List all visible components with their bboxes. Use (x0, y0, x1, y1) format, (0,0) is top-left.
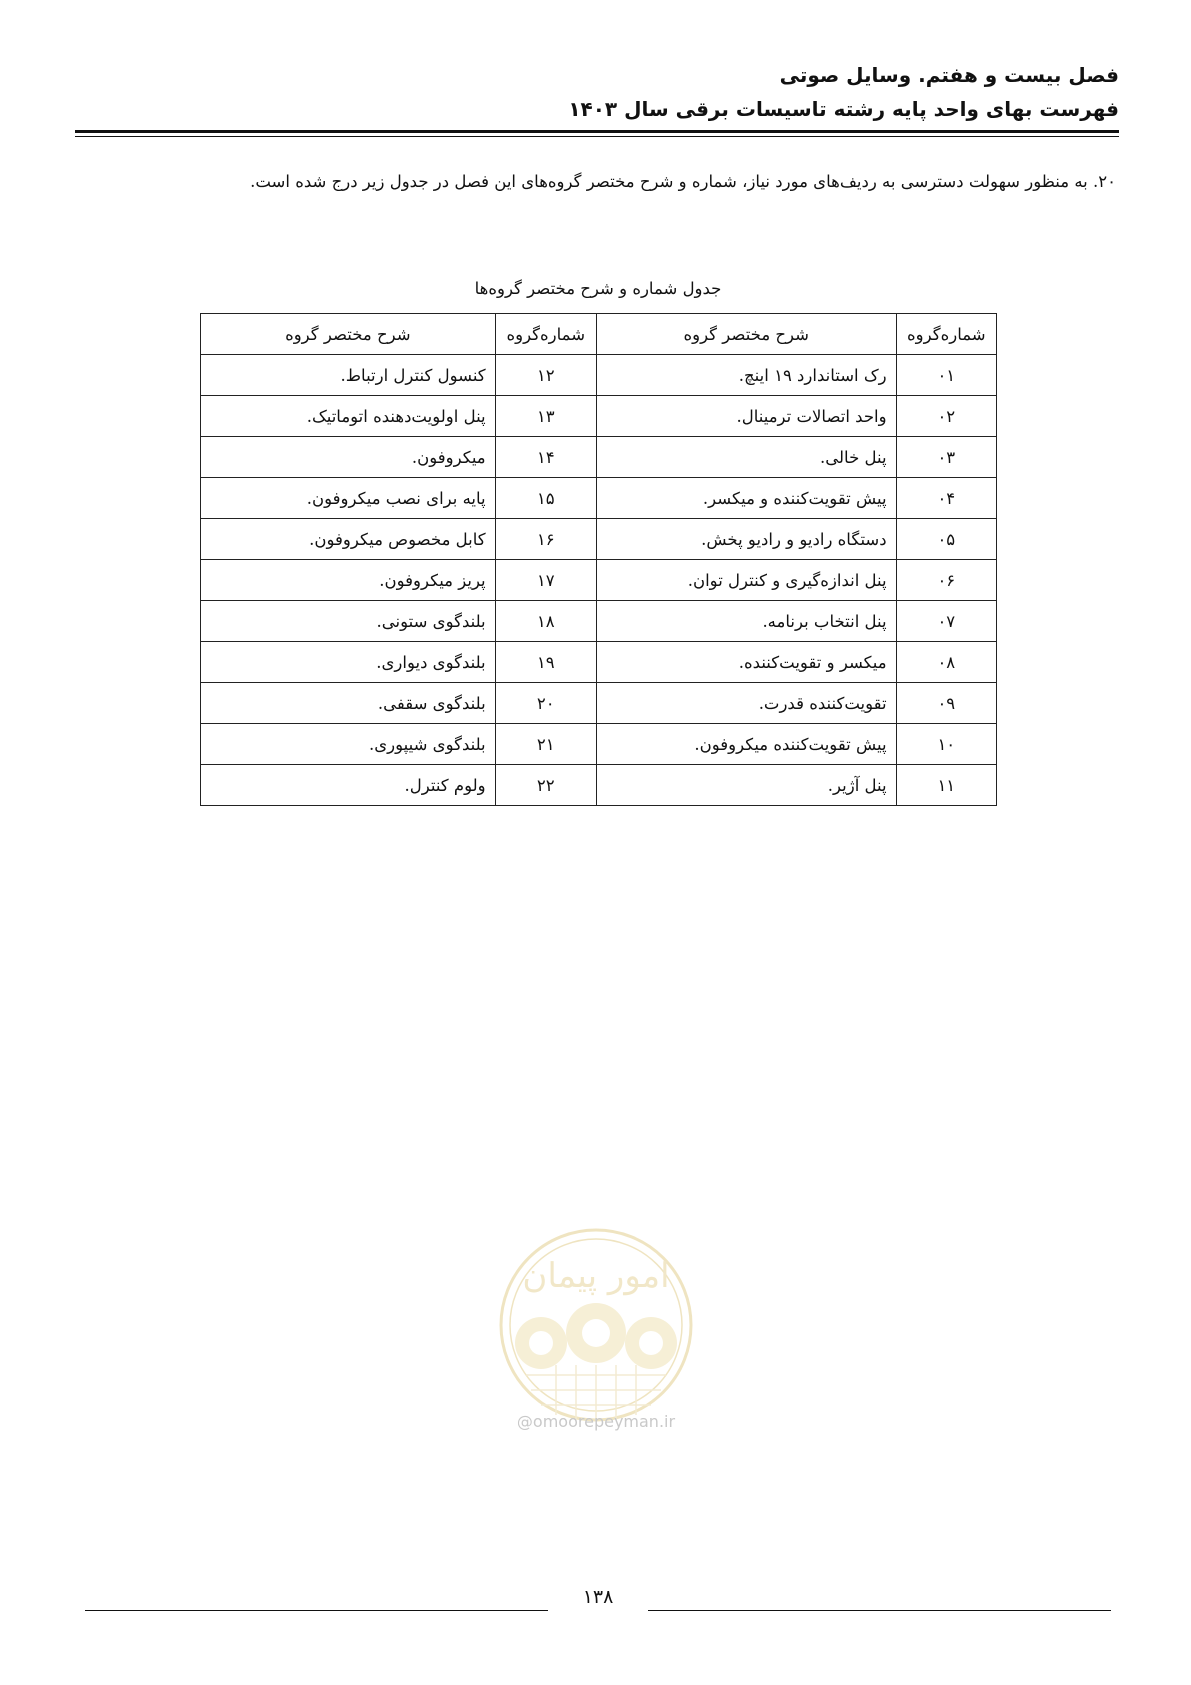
group-description-cell: پنل خالی. (596, 437, 896, 478)
header-rule-thick (75, 130, 1119, 133)
watermark-site: @omoorepeyman.ir (516, 1412, 676, 1431)
price-list-title: فهرست بهای واحد پایه رشته تاسیسات برقی سال ۱۴۰۳ (568, 97, 1119, 121)
group-number-cell: ۲۰ (495, 683, 596, 724)
groups-table (200, 313, 997, 806)
table-row (201, 437, 997, 478)
watermark-logo (496, 1225, 696, 1425)
group-number-cell: ۱۲ (495, 355, 596, 396)
table-body (201, 355, 997, 806)
group-number-cell: ۰۵ (896, 519, 996, 560)
group-description-cell: رک استاندارد ۱۹ اینچ. (596, 355, 896, 396)
header-group-number-2: شماره‌گروه (495, 314, 596, 355)
group-description-cell: پنل اندازه‌گیری و کنترل توان. (596, 560, 896, 601)
group-description-cell: ولوم کنترل. (201, 765, 496, 806)
header-rule-thin (75, 136, 1119, 137)
group-number-cell: ۰۸ (896, 642, 996, 683)
header-group-description-2: شرح مختصر گروه (201, 314, 496, 355)
group-number-cell: ۱۳ (495, 396, 596, 437)
table-row (201, 642, 997, 683)
group-description-cell: کابل مخصوص میکروفون. (201, 519, 496, 560)
table-row (201, 683, 997, 724)
group-description-cell: پایه برای نصب میکروفون. (201, 478, 496, 519)
group-description-cell: پیش تقویت‌کننده و میکسر. (596, 478, 896, 519)
group-number-cell: ۱۷ (495, 560, 596, 601)
group-description-cell: پنل آژیر. (596, 765, 896, 806)
table-row (201, 765, 997, 806)
table-row (201, 478, 997, 519)
group-number-cell: ۰۴ (896, 478, 996, 519)
group-description-cell: پیش تقویت‌کننده میکروفون. (596, 724, 896, 765)
group-description-cell: دستگاه رادیو و رادیو پخش. (596, 519, 896, 560)
group-description-cell: بلندگوی ستونی. (201, 601, 496, 642)
group-number-cell: ۱۴ (495, 437, 596, 478)
group-number-cell: ۱۱ (896, 765, 996, 806)
group-description-cell: تقویت‌کننده قدرت. (596, 683, 896, 724)
page-number: ۱۳۸ (582, 1586, 614, 1608)
group-description-cell: پنل انتخاب برنامه. (596, 601, 896, 642)
group-number-cell: ۰۹ (896, 683, 996, 724)
group-description-cell: بلندگوی دیواری. (201, 642, 496, 683)
group-number-cell: ۱۵ (495, 478, 596, 519)
table-row (201, 560, 997, 601)
note-paragraph: ۲۰. به منظور سهولت دسترسی به ردیف‌های مورد نیاز، شماره و شرح مختصر گروه‌های این فصل در جدول زیر درج شده است. (250, 172, 1116, 191)
chapter-title: فصل بیست و هفتم. وسایل صوتی (779, 63, 1119, 87)
group-number-cell: ۰۱ (896, 355, 996, 396)
group-number-cell: ۱۹ (495, 642, 596, 683)
table-row (201, 355, 997, 396)
table-row (201, 396, 997, 437)
group-number-cell: ۱۰ (896, 724, 996, 765)
group-number-cell: ۰۳ (896, 437, 996, 478)
table-row (201, 724, 997, 765)
table-row (201, 601, 997, 642)
group-number-cell: ۱۶ (495, 519, 596, 560)
group-number-cell: ۰۲ (896, 396, 996, 437)
table-caption: جدول شماره و شرح مختصر گروه‌ها (474, 279, 722, 298)
header-group-description-1: شرح مختصر گروه (596, 314, 896, 355)
footer-rule-right (648, 1610, 1111, 1611)
group-description-cell: بلندگوی شیپوری. (201, 724, 496, 765)
group-description-cell: میکسر و تقویت‌کننده. (596, 642, 896, 683)
group-number-cell: ۱۸ (495, 601, 596, 642)
group-description-cell: بلندگوی سقفی. (201, 683, 496, 724)
watermark-logo-text: امور پیمان (522, 1256, 670, 1296)
group-description-cell: پریز میکروفون. (201, 560, 496, 601)
group-number-cell: ۰۶ (896, 560, 996, 601)
table-row (201, 519, 997, 560)
group-number-cell: ۲۲ (495, 765, 596, 806)
table-header-row (201, 314, 997, 355)
group-number-cell: ۰۷ (896, 601, 996, 642)
group-description-cell: پنل اولویت‌دهنده اتوماتیک. (201, 396, 496, 437)
footer-rule-left (85, 1610, 548, 1611)
group-description-cell: میکروفون. (201, 437, 496, 478)
page-header (72, 58, 1119, 126)
group-number-cell: ۲۱ (495, 724, 596, 765)
group-description-cell: واحد اتصالات ترمینال. (596, 396, 896, 437)
group-description-cell: کنسول کنترل ارتباط. (201, 355, 496, 396)
header-group-number-1: شماره‌گروه (896, 314, 996, 355)
